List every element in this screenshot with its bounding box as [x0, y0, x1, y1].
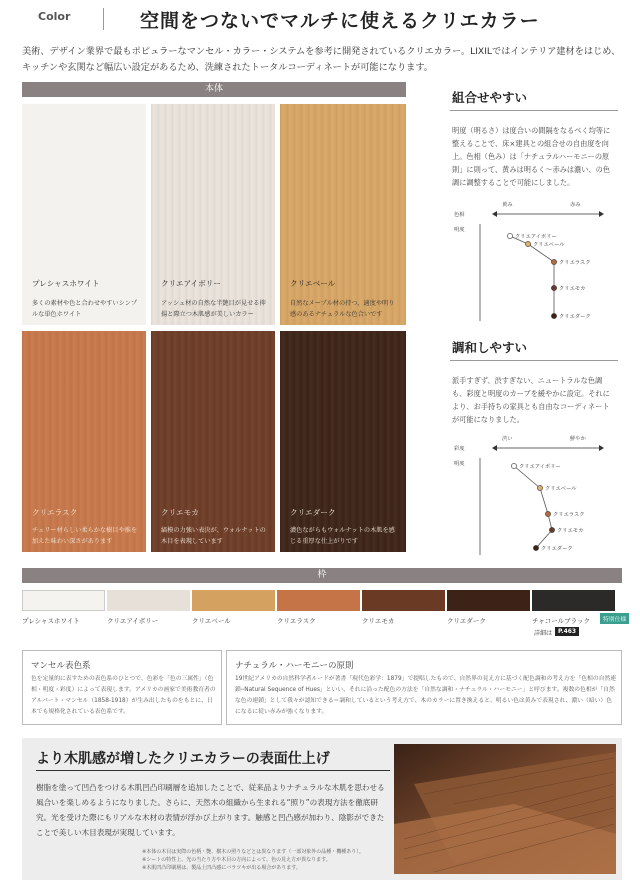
tile-description: 多くの素材や色と合わせやすいシンプルな単色ホワイト — [32, 300, 138, 318]
row2-label: 明度 — [454, 461, 465, 467]
frame-swatch — [107, 590, 190, 611]
frame-label: チャコールブラック — [532, 617, 591, 625]
point-label: クリエダーク — [541, 546, 573, 552]
tile-name: クリエモカ — [161, 508, 199, 517]
surface-finish-feature — [22, 738, 622, 880]
point-label: クリエアイボリー — [515, 234, 557, 240]
data-point — [511, 463, 516, 468]
section-tag: Color — [38, 10, 71, 23]
feature-notes — [142, 848, 364, 872]
feature-note: ※本体の木目は実際の色柄・艶、樹木の照りなどとは異なります（一部対象外の品種・機種あり）。 — [142, 849, 364, 855]
axis-left-label: 黄み — [502, 202, 513, 208]
data-point — [551, 285, 556, 290]
frame-swatch — [192, 590, 275, 611]
tile-description: 濃色ながらもウォルナットの木肌を感じる重厚な仕上がりです — [290, 527, 395, 545]
data-point — [551, 259, 556, 264]
page-title: 空間をつないでマルチに使えるクリエカラー — [140, 10, 540, 32]
color-tile — [151, 104, 275, 325]
intro-paragraph: 美術、デザイン業界で最もポピュラーなマンセル・カラー・システムを参考に開発されているクリエカラー。LIXILではインテリア建材をはじめ、キッチンや玄関など幅広い設定があるため、洗練されたトータルコーディネートが可能になります。 — [22, 46, 621, 73]
feature-body: 樹脂を塗って凹凸をつける木肌凹凸印刷層を追加したことで、従来品よりナチュラルな木肌を思わせる風合いを楽しめるようになりました。さらに、天然木の組織から生まれる“照り”の表現方法を徹底研究。光を受けた際にもリアルな木材の表情が浮かび上がります。触感と凹凸感が加わり、陰影ができたことで美しい木目表現が実現しています。 — [36, 783, 385, 837]
note-munsell — [22, 650, 222, 725]
arrow-right-icon — [599, 445, 604, 451]
frame-label: クリエベール — [192, 617, 231, 625]
side1-rule — [450, 110, 618, 111]
data-point — [533, 545, 538, 550]
point-label: クリエモカ — [557, 528, 584, 534]
frame-label: プレシャスホワイト — [22, 617, 80, 625]
tile-name: プレシャスホワイト — [32, 279, 100, 288]
frame-label: クリエダーク — [447, 617, 486, 625]
axis-left-label: 渋い — [502, 436, 513, 442]
data-point — [549, 527, 554, 532]
tile-name: クリエダーク — [290, 508, 336, 517]
detail-page-ref[interactable]: P.463 — [555, 627, 579, 636]
frame-swatch — [22, 590, 105, 611]
frame-swatch — [447, 590, 530, 611]
row2-label: 明度 — [454, 227, 465, 233]
color-tile — [280, 331, 406, 552]
point-label: クリエモカ — [559, 286, 586, 292]
note-text: 19世紀アメリカの自然科学者ルードが著書「現代色彩学：1879」で提唱したもので、自然界の見え方に基づく配色調和の考え方を「色相の自然連鎖─Natural Sequence of Hues」といい、それに沿った配色の方法を「自然な調和・ナチュラル・ハーモニー」と呼びます。複数の色相が「自然な色の連鎖」として我々が認知できる＝調和しているという考え方で、木のカラーに置き換えると、明るい色は黄みで表現され、濃い（暗い）色になるに従い赤みが強くなります。 — [235, 676, 617, 715]
point-label: クリエダーク — [559, 314, 591, 320]
hue-lightness-diagram — [452, 196, 622, 322]
side1-title: 組合せやすい — [452, 90, 528, 105]
tile-name: クリエベール — [290, 279, 336, 288]
row1-label: 色相 — [454, 212, 465, 218]
note-text: 色を定量的に表すための表色系のひとつで、色彩を「色の三属性」（色相・明度・彩度）によって表現します。アメリカの画家で美術教育者のアルバート・マンセル（1858-1918）が生み出したものをもとに、日本でも規格化されている表色系です。 — [31, 676, 216, 715]
feature-note: ※シートの特性上、光の当たり方や木目の方向によって、色の見え方が異なります。 — [142, 857, 331, 863]
color-tile — [280, 104, 406, 325]
page-header — [0, 0, 640, 38]
tile-description: 自然なメープル材の持つ、適度や明り感のあるナチュラルな色合いです — [290, 300, 395, 318]
frame-swatch — [362, 590, 445, 611]
arrow-left-icon — [492, 211, 497, 217]
note-title: マンセル表色系 — [31, 661, 91, 671]
side2-title: 調和しやすい — [452, 340, 528, 355]
special-badge: 特別仕様 — [600, 613, 629, 624]
wood-surface-photo — [394, 744, 616, 874]
note-natural-harmony — [226, 650, 622, 725]
color-tile — [22, 331, 146, 552]
side2-rule — [450, 360, 618, 361]
axis-right-label: 赤み — [570, 202, 581, 208]
color-tile — [22, 104, 146, 325]
frame-section-bar: 枠 — [22, 568, 622, 583]
tile-name: クリエアイボリー — [161, 279, 221, 288]
feature-rule — [36, 770, 390, 771]
arrow-right-icon — [599, 211, 604, 217]
data-point — [545, 511, 550, 516]
feature-title: より木肌感が増したクリエカラーの表面仕上げ — [36, 751, 330, 767]
row1-label: 彩度 — [454, 446, 465, 452]
frame-swatch — [532, 590, 615, 611]
side1-text: 明度（明るさ）は度合いの間隔をなるべく均等に整えることで、床×建具との組合せの自由度を向上。色相（色み）は「ナチュラルハーモニーの原則」に則って、黄みは明るく〜赤みは濃い、の色調に調整することで可能にしました。 — [452, 126, 611, 187]
data-point — [551, 313, 556, 318]
point-label: クリエラスク — [553, 512, 585, 518]
tile-description: チェリー材らしい柔らかな樹目や推を加えた味わい深さがあります — [32, 527, 138, 545]
axis-right-label: 鮮やか — [570, 436, 586, 442]
header-divider — [103, 8, 104, 30]
chroma-lightness-diagram — [452, 430, 622, 556]
data-point — [537, 485, 542, 490]
point-label: クリエベール — [545, 486, 577, 492]
frame-label: クリエアイボリー — [107, 617, 159, 625]
tile-description: 縞模の力強い表決が、ウォルナットの木目を表現しています — [161, 527, 266, 545]
point-label: クリエラスク — [559, 260, 591, 266]
point-label: クリエアイボリー — [519, 464, 561, 470]
tile-name: クリエラスク — [32, 508, 78, 517]
data-point — [507, 233, 512, 238]
body-section-bar: 本体 — [22, 82, 406, 97]
point-label: クリエベール — [533, 242, 565, 248]
frame-swatch — [277, 590, 360, 611]
feature-note: ※木肌凹凸印刷層は、製品上凹凸感にバラツキが出る場合があります。 — [142, 865, 301, 871]
arrow-left-icon — [492, 445, 497, 451]
side2-text: 派手すぎず、渋すぎない、ニュートラルな色調も、彩度と明度のカーブを緩やかに設定。それにより、お手持ちの家具とも自由なコーディネートが可能になりました。 — [452, 376, 610, 424]
detail-label: 詳細は — [534, 630, 553, 637]
data-point — [525, 241, 530, 246]
frame-label: クリエモカ — [362, 617, 395, 625]
frame-label: クリエラスク — [277, 617, 316, 625]
color-tile — [151, 331, 275, 552]
note-title: ナチュラル・ハーモニーの原則 — [235, 661, 354, 671]
tile-description: アッシュ材の自然な半艶目が見せる抑揚と際立つ木肌感が美しいカラー — [161, 300, 266, 318]
